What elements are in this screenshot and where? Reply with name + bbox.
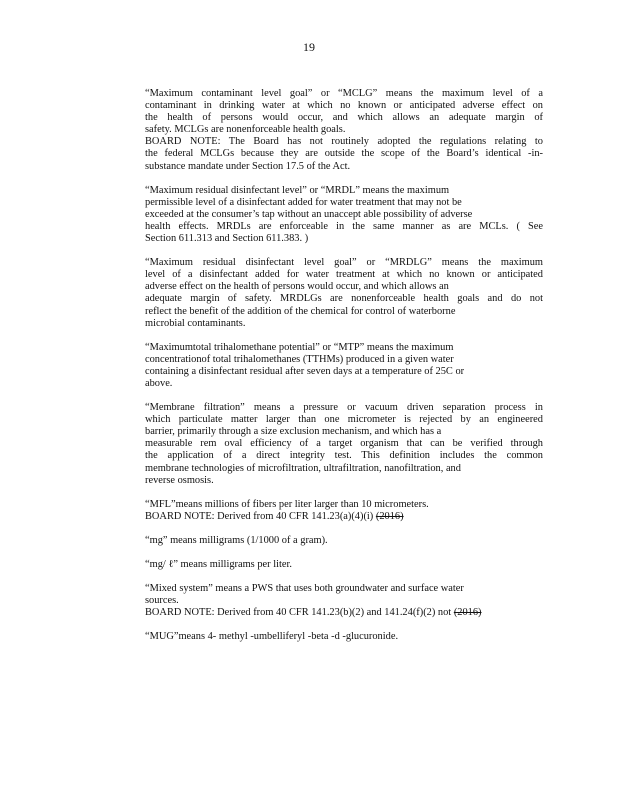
text-line [145, 414, 543, 426]
text-line [145, 318, 543, 330]
line-text: concentrationof total trihalomethanes (TTHMs) produced in a given water [145, 353, 454, 365]
text-line [145, 535, 543, 547]
text-line [145, 100, 543, 112]
definition-paragraph [145, 631, 543, 643]
text-line [145, 511, 543, 523]
text-line [145, 402, 543, 414]
line-text: contaminant in drinking water at which no known or anticipated adverse effect on [145, 100, 543, 112]
text-line [145, 583, 543, 595]
line-text: reflect the benefit of the addition of the chemical for control of waterborne [145, 305, 456, 317]
definition-paragraph [145, 342, 543, 390]
line-text: barrier, primarily through a size exclusion mechanism, and which has a [145, 426, 442, 438]
definition-paragraph [145, 88, 543, 173]
line-text: the application of a direct integrity test. This definition includes the common [145, 450, 543, 462]
line-text: membrane technologies of microfiltration, ultrafiltration, nanofiltration, and [145, 462, 461, 474]
line-text: Section 611.313 and Section 611.383. ) [145, 233, 309, 245]
line-text: “mg/ ℓ” means milligrams per liter. [145, 559, 292, 570]
text-line [145, 197, 543, 209]
definition-paragraph [145, 583, 543, 619]
text-line [145, 475, 543, 487]
line-text: substance mandate under Section 17.5 of the Act. [145, 160, 351, 172]
definition-paragraph [145, 535, 543, 547]
definition-paragraph [145, 402, 543, 487]
text-line [145, 221, 543, 233]
text-line [145, 185, 543, 197]
text-line [145, 293, 543, 305]
line-text: adverse effect on the health of persons would occur, and which allows an [145, 281, 449, 293]
line-text: microbial contaminants. [145, 317, 246, 329]
line-text: permissible level of a disinfectant added for water treatment that may not be [145, 196, 462, 208]
text-line [145, 306, 543, 318]
line-text: BOARD NOTE: Derived from 40 CFR 141.23(b)(2) and 141.24(f)(2) not [145, 607, 452, 619]
line-text: reverse osmosis. [145, 474, 214, 486]
line-text: “Mixed system” means a PWS that uses both groundwater and surface water [145, 583, 464, 595]
text-line [145, 463, 543, 475]
text-line [145, 499, 543, 511]
definition-paragraph [145, 499, 543, 523]
text-line [145, 209, 543, 221]
document-body [145, 88, 543, 655]
definition-paragraph [145, 185, 543, 245]
line-text: “Maximum residual disinfectant level” or “MRDL” means the maximum [145, 184, 450, 196]
text-line [145, 607, 543, 619]
line-text: sources. [145, 595, 179, 607]
struck-text: (2016) [375, 510, 404, 522]
definition-paragraph [145, 257, 543, 330]
text-line [145, 136, 543, 148]
line-text: the health of persons would occur, and which allows an adequate margin of [145, 112, 543, 124]
text-line [145, 354, 543, 366]
line-text: “Maximum residual disinfectant level goal” or “MRDLG” means the maximum [145, 257, 543, 269]
text-line [145, 342, 543, 354]
line-text: adequate margin of safety. MRDLGs are nonenforceable health goals and do not [145, 293, 543, 305]
text-line [145, 450, 543, 462]
line-text: “Maximum contaminant level goal” or “MCLG” means the maximum level of a [145, 88, 543, 99]
definition-paragraph [145, 559, 543, 571]
text-line [145, 366, 543, 378]
line-text: “Maximumtotal trihalomethane potential” or “MTP” means the maximum [145, 341, 454, 353]
line-text: health effects. MRDLs are enforceable in the same manner as are MCLs. ( See [145, 220, 543, 232]
line-text: containing a disinfectant residual after seven days at a temperature of 25C or [145, 365, 465, 377]
text-line [145, 595, 543, 607]
text-line [145, 112, 543, 124]
text-line [145, 124, 543, 136]
line-text: BOARD NOTE: Derived from 40 CFR 141.23(a)(4)(i) [145, 510, 374, 522]
text-line [145, 269, 543, 281]
line-text: safety. MCLGs are nonenforceable health goals. [145, 124, 346, 136]
text-line [145, 559, 543, 571]
line-text: level of a disinfectant added for water treatment at which no known or anticipated [145, 269, 543, 281]
line-text: exceeded at the consumer’s tap without an unaccept able possibility of adverse [145, 208, 473, 220]
text-line [145, 631, 543, 643]
text-line [145, 233, 543, 245]
text-line [145, 378, 543, 390]
struck-text: (2016) [453, 607, 482, 619]
line-text: BOARD NOTE: The Board has not routinely adopted the regulations relating to [145, 136, 543, 148]
text-line [145, 161, 543, 173]
text-line [145, 281, 543, 293]
line-text: the federal MCLGs because they are outside the scope of the Board’s identical -in- [145, 148, 543, 160]
text-line [145, 257, 543, 269]
line-text: “MUG”means 4- methyl -umbelliferyl -beta -d -glucuronide. [145, 631, 399, 643]
line-text: “Membrane filtration” means a pressure or vacuum driven separation process in [145, 402, 543, 414]
line-text: “MFL”means millions of fibers per liter larger than 10 micrometers. [145, 498, 429, 510]
page-number: 19 [303, 40, 315, 54]
text-line [145, 438, 543, 450]
text-line [145, 148, 543, 160]
line-text: above. [145, 377, 173, 389]
line-text: which particulate matter larger than one micrometer is rejected by an engineered [145, 414, 543, 426]
text-line [145, 426, 543, 438]
line-text: “mg” means milligrams (1/1000 of a gram). [145, 534, 328, 546]
line-text: measurable rem oval efficiency of a target organism that can be verified through [145, 438, 543, 450]
text-line [145, 88, 543, 100]
